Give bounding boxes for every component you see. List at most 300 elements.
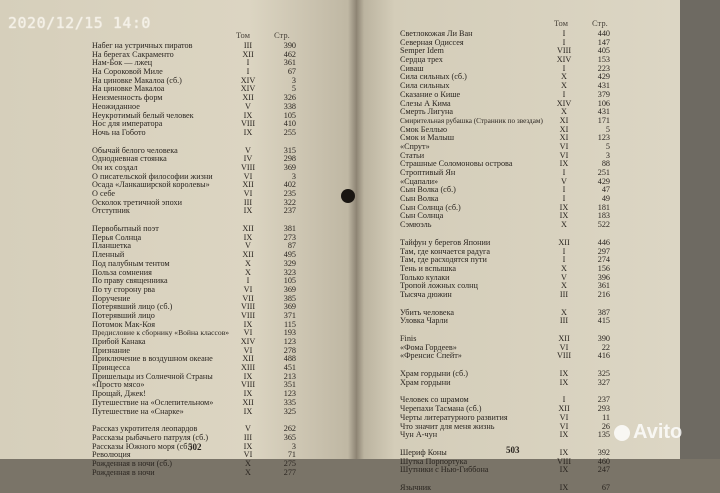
index-entry	[92, 242, 312, 251]
entry-title: Осколок третичной эпохи	[92, 197, 182, 207]
index-entry	[92, 460, 312, 469]
entry-volume: VII	[242, 293, 254, 303]
entry-volume: I	[562, 89, 566, 99]
page-number-right: 503	[506, 445, 520, 455]
entry-page: 223	[597, 63, 610, 73]
entry-volume: X	[245, 467, 251, 477]
entry-page: 351	[283, 380, 296, 390]
entry-volume: XII	[242, 397, 254, 407]
entry-title: Сила сильных	[400, 81, 450, 91]
entry-page: 274	[597, 255, 610, 265]
entry-page: 5	[291, 84, 296, 94]
entry-page: 135	[597, 430, 610, 440]
entry-title: Польза сомнения	[92, 267, 152, 277]
entry-title: Храм гордыни	[400, 377, 451, 387]
entry-title: Сиваш	[400, 63, 424, 73]
entry-title: Что значит для меня жизнь	[400, 421, 495, 431]
entry-volume: IX	[559, 377, 569, 387]
entry-page: 522	[597, 220, 610, 230]
entry-title: Путешествие на «Снарке»	[92, 406, 184, 416]
entry-page: 49	[601, 194, 610, 204]
entry-volume: VIII	[240, 310, 256, 320]
entry-volume: V	[561, 176, 567, 186]
entry-page: 315	[283, 145, 296, 155]
entry-page: 247	[597, 465, 610, 475]
entry-volume: I	[562, 255, 566, 265]
entry-volume: VI	[559, 141, 569, 151]
entry-volume: XII	[242, 224, 254, 234]
entry-volume: VI	[559, 421, 569, 431]
entry-page: 3	[291, 441, 296, 451]
entry-title: Прибой Канака	[92, 337, 146, 346]
entry-title: Смок Беллью	[400, 124, 448, 134]
entry-page: 153	[597, 55, 610, 65]
index-entry	[92, 181, 312, 190]
entry-page: 410	[283, 119, 296, 129]
entry-page: 390	[597, 334, 610, 343]
entry-title: Тайфун у берегов Японии	[400, 237, 491, 247]
entry-title: «Спрут»	[400, 141, 430, 151]
entry-title: Сила сильных (сб.)	[400, 72, 467, 82]
entry-page: 387	[597, 307, 610, 317]
entry-title: По праву священника	[92, 276, 168, 286]
index-entry	[400, 466, 630, 475]
index-entry	[400, 143, 630, 152]
entry-title: На Сороковой Миле	[92, 67, 163, 77]
entry-title: На берегах Сакраменто	[92, 49, 174, 59]
entry-volume: X	[561, 220, 567, 230]
entry-title: Храм гордыни (сб.)	[400, 369, 468, 379]
entry-title: Сэмюэль	[400, 220, 432, 230]
entry-title: Страшные Соломоновы острова	[400, 159, 513, 169]
entry-page: 462	[283, 49, 296, 59]
entry-volume: X	[561, 81, 567, 91]
entry-page: 298	[283, 154, 296, 164]
entry-volume: XII	[558, 237, 570, 247]
entry-volume: I	[562, 168, 566, 177]
entry-title: Нам-Бок — лжец	[92, 58, 153, 68]
index-list-right	[400, 30, 630, 493]
entry-page: 369	[283, 302, 296, 312]
entry-volume: VIII	[556, 456, 572, 466]
entry-page: 323	[283, 267, 296, 277]
entry-title: Неизменность форм	[92, 93, 163, 103]
entry-volume: VIII	[240, 380, 256, 390]
entry-page: 446	[597, 237, 610, 247]
index-entry	[400, 56, 630, 65]
entry-volume: XI	[559, 115, 569, 125]
entry-title: Шериф Коны	[400, 447, 447, 457]
entry-title: Тень и вспышка	[400, 263, 457, 273]
entry-page: 326	[283, 93, 296, 103]
entry-page: 440	[597, 29, 610, 38]
entry-title: Человек со шрамом	[400, 395, 469, 405]
entry-title: Путешествие на «Ослепительном»	[92, 397, 214, 407]
entry-page: 325	[597, 369, 610, 379]
entry-page: 26	[601, 421, 610, 431]
entry-page: 105	[283, 276, 296, 286]
entry-title: Пленный	[92, 250, 125, 260]
entry-page: 431	[597, 107, 610, 117]
entry-volume: XIV	[556, 55, 572, 65]
entry-title: Неукротимый белый человек	[92, 110, 194, 120]
entry-volume: XIV	[240, 337, 256, 346]
entry-page: 293	[597, 404, 610, 414]
entry-page: 11	[602, 412, 610, 422]
entry-volume: VI	[243, 284, 253, 294]
entry-title: Перья Солнца	[92, 232, 142, 242]
entry-volume: XI	[559, 124, 569, 134]
entry-volume: IX	[243, 406, 253, 416]
entry-page: 361	[283, 58, 296, 68]
entry-page: 322	[283, 197, 296, 207]
index-list-left	[92, 42, 312, 477]
entry-volume: VI	[243, 171, 253, 181]
entry-volume: XI	[559, 133, 569, 143]
entry-title: «Френсис Спейт»	[400, 351, 462, 361]
entry-volume: XIII	[240, 363, 256, 373]
entry-volume: V	[245, 101, 251, 111]
entry-title: Рожденная в ночи	[92, 467, 155, 477]
entry-title: Отступник	[92, 206, 130, 216]
entry-page: 381	[283, 224, 296, 234]
entry-volume: IV	[243, 154, 253, 164]
date-stamp: 2020/12/15 14:0	[8, 14, 151, 32]
entry-title: Сын Солнца (сб.)	[400, 202, 461, 212]
index-entry	[400, 212, 630, 221]
entry-page: 278	[283, 345, 296, 355]
entry-volume: V	[561, 272, 567, 282]
index-entry	[92, 408, 312, 417]
entry-title: Потомок Мак-Коя	[92, 319, 155, 329]
entry-volume: VI	[243, 450, 253, 460]
entry-title: Предисловие к сборнику «Война классов»	[92, 328, 230, 338]
entry-volume: VIII	[240, 119, 256, 129]
entry-page: 262	[283, 424, 296, 434]
entry-page: 216	[597, 289, 610, 299]
entry-page: 369	[283, 284, 296, 294]
entry-volume: XII	[242, 49, 254, 59]
entry-title: На циновке Макалоа (сб.)	[92, 75, 182, 85]
index-entry	[400, 484, 630, 493]
entry-title: Сказание о Кише	[400, 89, 461, 99]
entry-page: 105	[283, 110, 296, 120]
entry-volume: IX	[559, 465, 569, 475]
entry-page: 416	[597, 351, 610, 361]
entry-volume: XIV	[556, 98, 572, 108]
entry-page: 22	[601, 342, 610, 352]
entry-title: Неожиданное	[92, 101, 140, 111]
entry-volume: I	[246, 67, 250, 77]
entry-page: 251	[597, 168, 610, 177]
entry-volume: X	[561, 281, 567, 291]
entry-title: Чун А-чун	[400, 430, 438, 440]
entry-title: Пришельцы из Солнечной Страны	[92, 371, 213, 381]
entry-volume: X	[245, 458, 251, 468]
entry-volume: IX	[559, 159, 569, 169]
entry-volume: XII	[558, 334, 570, 343]
entry-page: 369	[283, 162, 296, 172]
entry-title: Первобытный поэт	[92, 224, 159, 234]
entry-volume: I	[562, 29, 566, 38]
entry-page: 361	[597, 281, 610, 291]
entry-volume: VIII	[240, 302, 256, 312]
entry-title: «Просто мясо»	[92, 380, 145, 390]
entry-page: 402	[283, 180, 296, 190]
entry-title: Обычай белого человека	[92, 145, 178, 155]
entry-page: 237	[597, 395, 610, 405]
entry-title: Строптивый Ян	[400, 168, 456, 177]
entry-volume: X	[245, 258, 251, 268]
column-header-page: Стр.	[274, 30, 290, 40]
entry-page: 277	[283, 467, 296, 477]
entry-page: 3	[291, 171, 296, 181]
entry-volume: IX	[559, 447, 569, 457]
entry-title: Нос для императора	[92, 119, 163, 129]
entry-page: 431	[597, 81, 610, 91]
avito-logo-icon	[614, 425, 630, 441]
entry-title: Тысяча дюжин	[400, 289, 452, 299]
entry-title: Смерть Лигуна	[400, 107, 454, 117]
entry-title: Только кулаки	[400, 272, 450, 282]
entry-title: Потерявший лицо	[92, 310, 155, 320]
entry-page: 335	[283, 397, 296, 407]
entry-title: Светлокожая Ли Ван	[400, 29, 473, 38]
entry-page: 67	[601, 482, 610, 492]
entry-title: Принцесса	[92, 363, 130, 373]
entry-page: 392	[597, 447, 610, 457]
entry-volume: I	[246, 276, 250, 286]
entry-title: Рассказы рыбачьего патруля (сб.)	[92, 432, 209, 442]
entry-volume: VIII	[240, 162, 256, 172]
entry-title: Язычник	[400, 482, 432, 492]
entry-page: 123	[283, 389, 296, 399]
entry-page: 5	[605, 141, 610, 151]
entry-volume: IX	[559, 369, 569, 379]
entry-volume: IX	[243, 232, 253, 242]
entry-page: 325	[283, 406, 296, 416]
entry-volume: XII	[242, 250, 254, 260]
entry-title: Смок и Малыш	[400, 133, 455, 143]
entry-title: Черепахи Тасмана (сб.)	[400, 404, 482, 414]
entry-volume: I	[562, 395, 566, 405]
entry-page: 385	[283, 293, 296, 303]
entry-page: 123	[283, 337, 296, 346]
entry-title: Уловка Чарли	[400, 316, 448, 326]
entry-page: 451	[283, 363, 296, 373]
entry-volume: VI	[243, 189, 253, 198]
entry-title: Черты литературного развития	[400, 412, 508, 422]
entry-volume: III	[559, 289, 569, 299]
entry-volume: IX	[559, 211, 569, 221]
entry-volume: III	[559, 316, 569, 326]
page-number-left: 502	[188, 442, 202, 452]
entry-volume: VIII	[556, 46, 572, 56]
entry-volume: X	[561, 107, 567, 117]
entry-volume: VI	[559, 412, 569, 422]
entry-page: 193	[283, 328, 296, 338]
entry-page: 297	[597, 246, 610, 256]
entry-volume: V	[245, 145, 251, 155]
entry-page: 379	[597, 89, 610, 99]
entry-title: Сын Волка	[400, 194, 439, 204]
entry-page: 429	[597, 72, 610, 82]
entry-page: 405	[597, 46, 610, 56]
entry-page: 181	[597, 202, 610, 212]
column-header-volume: Том	[554, 18, 569, 28]
entry-title: Finis	[400, 334, 417, 343]
entry-volume: V	[245, 424, 251, 434]
entry-title: Однодневная стоянка	[92, 154, 167, 164]
entry-volume: IX	[243, 110, 253, 120]
entry-volume: VIII	[556, 351, 572, 361]
index-entry	[92, 207, 312, 216]
entry-volume: III	[243, 41, 253, 50]
entry-title: Рожденная в ночи (сб.)	[92, 458, 173, 468]
entry-title: «Сцапали»	[400, 176, 439, 186]
entry-title: Революция	[92, 450, 131, 460]
entry-volume: IX	[559, 482, 569, 492]
entry-volume: III	[243, 432, 253, 442]
entry-volume: XIV	[240, 84, 256, 94]
entry-title: Там, где расходятся пути	[400, 255, 487, 265]
entry-title: Планшетка	[92, 241, 132, 251]
entry-volume: VI	[559, 342, 569, 352]
entry-page: 255	[283, 127, 296, 137]
index-entry	[400, 352, 630, 361]
entry-volume: IX	[559, 430, 569, 440]
entry-page: 237	[283, 206, 296, 216]
column-header-page: Стр.	[592, 18, 608, 28]
entry-title: Прощай, Джек!	[92, 389, 146, 399]
entry-volume: X	[245, 267, 251, 277]
entry-volume: IX	[559, 202, 569, 212]
entry-page: 460	[597, 456, 610, 466]
entry-page: 213	[283, 371, 296, 381]
entry-page: 329	[283, 258, 296, 268]
entry-page: 275	[283, 458, 296, 468]
entry-title: Поручение	[92, 293, 131, 303]
entry-page: 115	[284, 319, 296, 329]
entry-page: 415	[597, 316, 610, 326]
entry-page: 390	[283, 41, 296, 50]
entry-title: На циновке Макалоа	[92, 84, 165, 94]
book-gutter	[348, 0, 364, 459]
entry-title: Он их создал	[92, 162, 138, 172]
entry-title: Северная Одиссея	[400, 37, 464, 47]
index-entry	[400, 221, 630, 230]
entry-volume: VI	[559, 150, 569, 160]
entry-volume: V	[245, 241, 251, 251]
entry-volume: XII	[242, 180, 254, 190]
entry-volume: IX	[243, 371, 253, 381]
entry-page: 338	[283, 101, 296, 111]
entry-title: Сын Волка (сб.)	[400, 185, 456, 195]
index-entry	[400, 108, 630, 117]
group-spacer	[400, 475, 630, 484]
entry-volume: III	[243, 197, 253, 207]
index-entry	[400, 431, 630, 440]
left-page	[0, 0, 356, 477]
index-entry	[400, 379, 630, 388]
right-page	[356, 0, 683, 492]
entry-title: Рассказ укротителя леопардов	[92, 424, 198, 434]
entry-page: 495	[283, 250, 296, 260]
entry-page: 47	[601, 185, 610, 195]
entry-page: 88	[601, 159, 610, 169]
entry-title: Приключение в воздушном океане	[92, 354, 213, 364]
entry-page: 3	[605, 150, 610, 160]
entry-title: Потерявший лицо (сб.)	[92, 302, 173, 312]
entry-title: О себе	[92, 189, 116, 198]
entry-title: Шутка Порпортука	[400, 456, 468, 466]
entry-title: Признание	[92, 345, 131, 355]
entry-volume: IX	[243, 389, 253, 399]
entry-page: 71	[287, 450, 296, 460]
watermark-text: Avito	[633, 421, 683, 443]
entry-page: 3	[291, 75, 296, 85]
entry-page: 106	[597, 98, 610, 108]
entry-title: Рассказы Южного моря (сб.)	[92, 441, 193, 451]
entry-volume: I	[562, 185, 566, 195]
entry-volume: X	[561, 263, 567, 273]
entry-title: Под палубным тентом	[92, 258, 170, 268]
entry-title: Убить человека	[400, 307, 455, 317]
entry-volume: I	[562, 37, 566, 47]
entry-volume: I	[562, 194, 566, 204]
entry-page: 87	[287, 241, 296, 251]
index-entry	[92, 469, 312, 478]
entry-page: 396	[597, 272, 610, 282]
entry-title: Смирительная рубашка (Странник по звездам)	[400, 116, 543, 125]
column-header-volume: Том	[236, 30, 251, 40]
entry-title: Там, где кончается радуга	[400, 246, 491, 256]
entry-page: 273	[283, 232, 296, 242]
entry-title: Тропой ложных солнц	[400, 281, 478, 291]
entry-page: 5	[605, 124, 610, 134]
entry-volume: I	[246, 58, 250, 68]
entry-volume: IX	[243, 127, 253, 137]
spine-ornament-icon	[341, 189, 355, 203]
entry-volume: XII	[242, 354, 254, 364]
entry-volume: XII	[558, 404, 570, 414]
entry-volume: VI	[243, 328, 253, 338]
index-entry	[92, 129, 312, 138]
entry-volume: VI	[243, 345, 253, 355]
group-spacer	[400, 326, 630, 335]
entry-page: 183	[597, 211, 610, 221]
entry-title: Сын Солнца	[400, 211, 444, 221]
entry-title: Semper Idem	[400, 46, 444, 56]
entry-title: Статьи	[400, 150, 425, 160]
entry-title: Осада «Ланкаширской королевы»	[92, 180, 210, 190]
entry-volume: XII	[242, 93, 254, 103]
entry-title: По ту сторону рва	[92, 284, 156, 294]
entry-title: Сердца трех	[400, 55, 443, 65]
entry-page: 429	[597, 176, 610, 186]
entry-volume: X	[561, 72, 567, 82]
entry-page: 156	[597, 263, 610, 273]
entry-title: «Фома Гордеев»	[400, 342, 457, 352]
entry-page: 365	[283, 432, 296, 442]
entry-volume: X	[561, 307, 567, 317]
entry-page: 488	[283, 354, 296, 364]
entry-page: 171	[597, 115, 610, 125]
entry-page: 235	[283, 189, 296, 198]
entry-page: 123	[597, 133, 610, 143]
avito-watermark	[614, 421, 682, 444]
entry-volume: I	[562, 63, 566, 73]
